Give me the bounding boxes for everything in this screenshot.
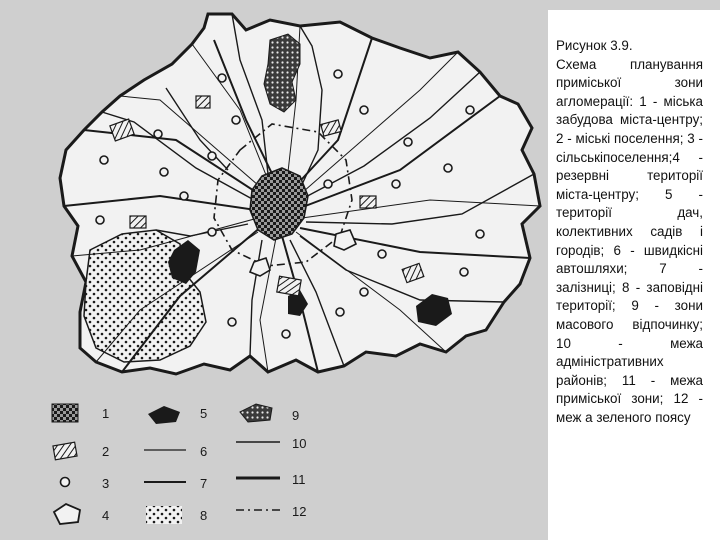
legend-num-6: 6 <box>200 444 208 459</box>
legend <box>52 404 306 524</box>
legend-swatch-4 <box>54 504 80 524</box>
legend-swatch-5 <box>148 406 180 424</box>
caption-title: Рисунок 3.9. <box>556 38 633 53</box>
recreation-zone-area <box>264 34 300 112</box>
legend-num-3: 3 <box>102 476 110 491</box>
legend-num-9: 9 <box>292 408 300 423</box>
legend-num-4: 4 <box>102 508 110 523</box>
legend-num-10: 10 <box>292 436 307 451</box>
legend-num-8: 8 <box>200 508 208 523</box>
legend-num-11: 11 <box>292 472 306 487</box>
legend-num-12: 12 <box>292 504 307 519</box>
caption-text: Схема планування приміської зони агломерації: 1 - міська забудова міста-центру; 2 - міські поселення; 3 - сільськіпоселення;4 - резервні території міста-центру; 5 - території дач, колективних садів і городів; 6 - швидкісні автошляхи; 7 - залізниці; 8 - заповідні території; 9 - зони масового відпочинку; 10 - межа адміністративних районів; 11 - межа приміської зони; 12 - меж а зеленого поясу <box>556 56 703 425</box>
legend-num-5: 5 <box>200 406 208 421</box>
legend-swatch-1 <box>52 404 78 422</box>
legend-swatch-2 <box>53 442 77 460</box>
legend-num-2: 2 <box>102 444 110 459</box>
legend-num-1: 1 <box>102 406 110 421</box>
caption-panel <box>548 10 720 540</box>
figure-caption <box>556 37 703 427</box>
legend-swatch-3 <box>61 478 70 487</box>
legend-swatch-8 <box>146 506 182 524</box>
legend-swatch-9 <box>240 404 272 422</box>
legend-num-7: 7 <box>200 476 208 491</box>
